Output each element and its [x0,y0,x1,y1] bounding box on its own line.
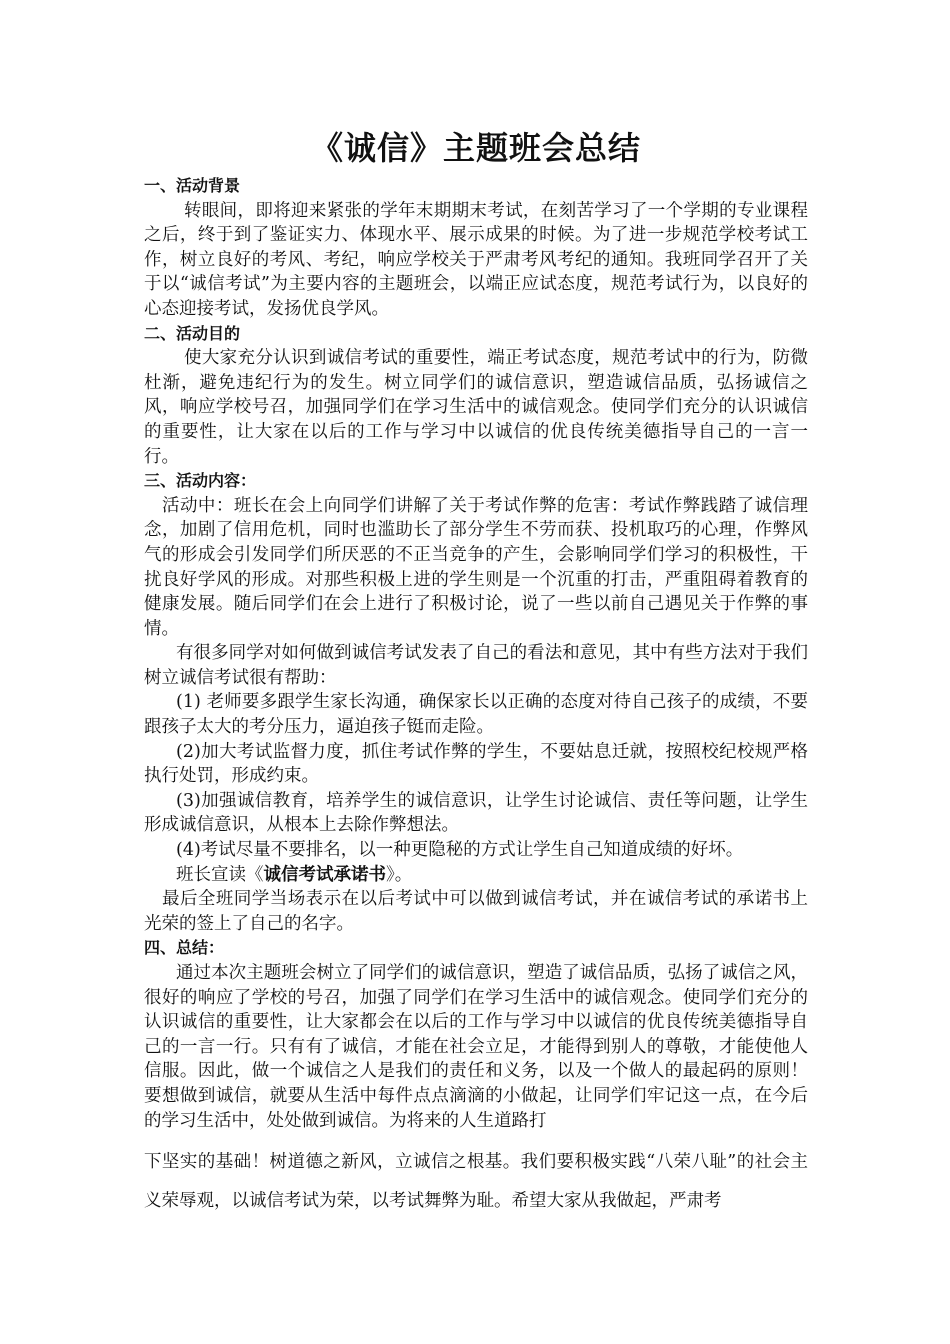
pledge-title: 诚信考试承诺书 [263,864,386,885]
paragraph-summary: 通过本次主题班会树立了同学们的诚信意识，塑造了诚信品质，弘扬了诚信之风，很好的响应了学校的号召，加强了同学们在学习生活中的诚信观念。使同学们充分的认识诚信的重要性，让大家都会在以后的工作与学习中以诚信的优良传统美德指导自己的一言一行。只有有了诚信，才能在社会立足，才能得到别人的尊敬，才能使他人信服。因此，做一个诚信之人是我们的责任和义务，以及一个做人的最起码的原则！要想做到诚信，就要从生活中每件点点滴滴的小做起，让同学们牢记这一点，在今后的学习生活中，处处做到诚信。为将来的人生道路打 [144,963,808,1131]
paragraph-methods-intro: 有很多同学对如何做到诚信考试发表了自己的看法和意见，其中有些方法对于我们树立诚信考试很有帮助： [144,643,808,688]
paragraph-purpose: 使大家充分认识到诚信考试的重要性，端正考试态度，规范考试中的行为，防微杜渐，避免违纪行为的发生。树立同学们的诚信意识，塑造诚信品质，弘扬诚信之风，响应学校号召，加强同学们在学习生活中的诚信观念。使同学们充分的认识诚信的重要性，让大家在以后的工作与学习中以诚信的优良传统美德指导自己的一言一行。 [144,348,808,467]
list-item: (4)考试尽量不要排名，以一种更隐秘的方式让学生自己知道成绩的好坏。 [176,840,744,861]
list-item: (1) 老师要多跟学生家长沟通，确保家长以正确的态度对待自己孩子的成绩，不要跟孩子太大的考分压力，逼迫孩子铤而走险。 [144,692,808,738]
paragraph-background: 转眼间，即将迎来紧张的学年末期期末考试，在刻苦学习了一个学期的专业课程之后，终于到了鉴证实力、体现水平、展示成果的时候。为了进一步规范学校考试工作，树立良好的考风、考纪，响应学校关于严肃考风考纪的通知。我班同学召开了关于以“诚信考试”为主要内容的主题班会，以端正应试态度，规范考试行为，以良好的心态迎接考试，发扬优良学风。 [144,200,808,319]
section-heading-background: 一、活动背景 [144,176,241,195]
list-item: (3)加强诚信教育，培养学生的诚信意识，让学生讨论诚信、责任等问题，让学生形成诚信意识，从根本上去除作弊想法。 [144,790,808,836]
paragraph-content: 活动中：班长在会上向同学们讲解了关于考试作弊的危害：考试作弊践踏了诚信理念，加剧了信用危机，同时也滥助长了部分学生不劳而获、投机取巧的心理，作弊风气的形成会引发同学们所厌恶的不正当竞争的产生，会影响同学们学习的积极性，干扰良好学风的形成。对那些积极上进的学生则是一个沉重的打击，严重阻碍着教育的健康发展。随后同学们在会上进行了积极讨论，说了一些以前自己遇见关于作弊的事情。 [144,495,808,639]
read-prefix: 班长宣读《 [176,864,264,885]
section-heading-content: 三、活动内容： [144,471,257,491]
paragraph-signing: 最后全班同学当场表示在以后考试中可以做到诚信考试，并在诚信考试的承诺书上光荣的签上了自己的名字。 [144,889,808,934]
document-title: 《诚信》主题班会总结 [310,129,641,167]
list-item: (2)加大考试监督力度，抓住考试作弊的学生，不要姑息迁就，按照校纪校规严格执行处罚，形成约束。 [144,741,808,787]
paragraph-read-pledge [144,863,808,888]
paragraph-summary-continued: 下坚实的基础！树道德之新风，立诚信之根基。我们要积极实践“八荣八耻”的社会主义荣辱观，以诚信考试为荣，以考试舞弊为耻。希望大家从我做起，严肃考 [144,1152,808,1212]
section-heading-purpose: 二、活动目的 [144,323,241,343]
section-heading-summary: 四、总结： [144,938,225,958]
read-suffix: 》。 [386,864,413,885]
document-page [144,126,808,1221]
